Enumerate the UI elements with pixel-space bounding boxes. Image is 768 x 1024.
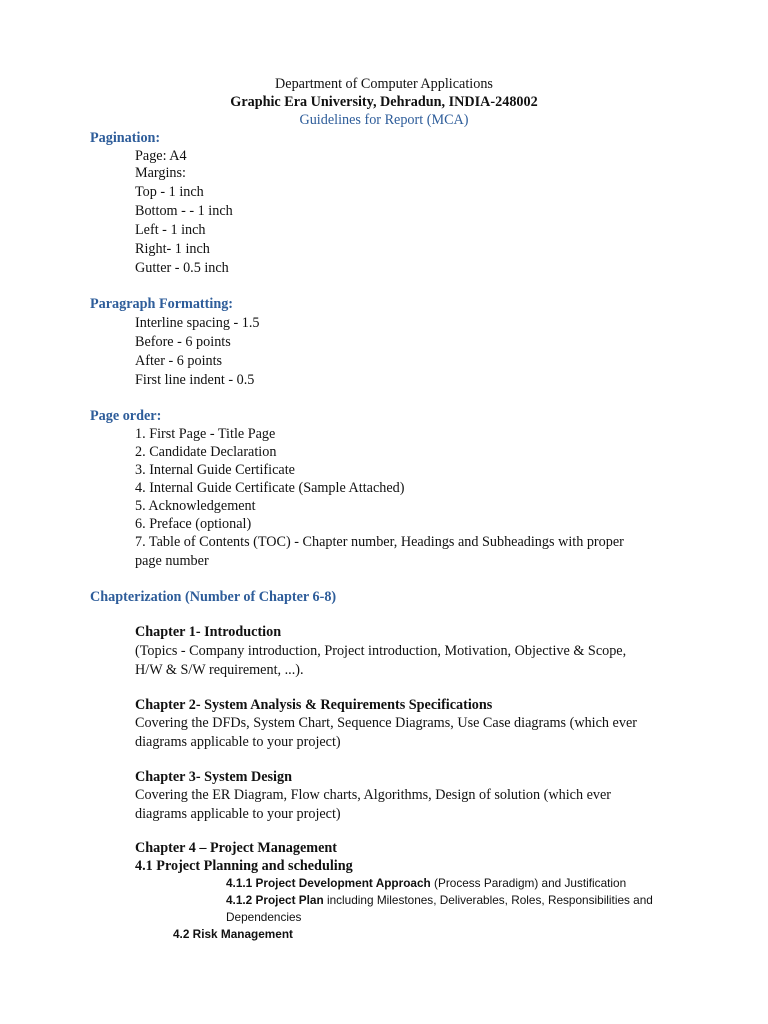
chapter-1-title: Chapter 1- Introduction — [135, 624, 282, 640]
pagination-item: Page: A4 — [135, 148, 187, 164]
page-order-item: 7. Table of Contents (TOC) - Chapter number, Headings and Subheadings with proper — [135, 534, 624, 550]
chapter-1-line: (Topics - Company introduction, Project introduction, Motivation, Objective & Scope, — [135, 643, 627, 659]
page-order-item: 1. First Page - Title Page — [135, 426, 276, 442]
paragraph-formatting-item: First line indent - 0.5 — [135, 372, 255, 388]
university-title: Graphic Era University, Dehradun, INDIA-248002 — [230, 94, 538, 110]
section-4-1-title: 4.1 Project Planning and scheduling — [135, 858, 353, 874]
chapter-3-title: Chapter 3- System Design — [135, 769, 292, 785]
pagination-item: Gutter - 0.5 inch — [135, 260, 229, 276]
section-4-1-1-text: (Process Paradigm) and Justification — [430, 876, 627, 890]
paragraph-formatting-item: After - 6 points — [135, 353, 223, 369]
pagination-item: Bottom - - 1 inch — [135, 203, 233, 219]
page-order-item: 6. Preface (optional) — [135, 516, 252, 532]
department-title: Department of Computer Applications — [275, 76, 493, 92]
chapter-3-line: Covering the ER Diagram, Flow charts, Algorithms, Design of solution (which ever — [135, 787, 611, 803]
page-order-item: page number — [135, 553, 209, 569]
pagination-item: Left - 1 inch — [135, 222, 206, 238]
section-4-1-2 — [226, 892, 653, 909]
section-4-1-2-continued: Dependencies — [226, 910, 302, 924]
chapter-2-line: Covering the DFDs, System Chart, Sequence Diagrams, Use Case diagrams (which ever — [135, 715, 637, 731]
page-order-item: 4. Internal Guide Certificate (Sample Attached) — [135, 480, 405, 496]
section-4-1-2-text: including Milestones, Deliverables, Roles, Responsibilities and — [323, 893, 653, 907]
chapter-3-line: diagrams applicable to your project) — [135, 806, 341, 822]
chapterization-heading: Chapterization (Number of Chapter 6-8) — [90, 589, 337, 605]
section-4-1-1-title: 4.1.1 Project Development Approach — [226, 876, 431, 890]
guidelines-title: Guidelines for Report (MCA) — [299, 112, 469, 128]
paragraph-formatting-heading: Paragraph Formatting: — [90, 296, 234, 312]
paragraph-formatting-item: Before - 6 points — [135, 334, 231, 350]
page-order-item: 5. Acknowledgement — [135, 498, 256, 514]
pagination-item: Margins: — [135, 165, 186, 181]
section-4-1-2-title: 4.1.2 Project Plan — [226, 893, 324, 907]
pagination-heading: Pagination: — [90, 130, 161, 146]
page-order-item: 2. Candidate Declaration — [135, 444, 277, 460]
chapter-2-line: diagrams applicable to your project) — [135, 734, 341, 750]
page-order-heading: Page order: — [90, 408, 162, 424]
chapter-1-line: H/W & S/W requirement, ...). — [135, 662, 304, 678]
paragraph-formatting-item: Interline spacing - 1.5 — [135, 315, 260, 331]
pagination-item: Top - 1 inch — [135, 184, 204, 200]
page-order-item: 3. Internal Guide Certificate — [135, 462, 295, 478]
section-4-2-title: 4.2 Risk Management — [173, 927, 293, 941]
chapter-2-title: Chapter 2- System Analysis & Requirements Specifications — [135, 697, 493, 713]
section-4-1-1 — [226, 875, 626, 892]
pagination-item: Right- 1 inch — [135, 241, 210, 257]
chapter-4-title: Chapter 4 – Project Management — [135, 840, 337, 856]
